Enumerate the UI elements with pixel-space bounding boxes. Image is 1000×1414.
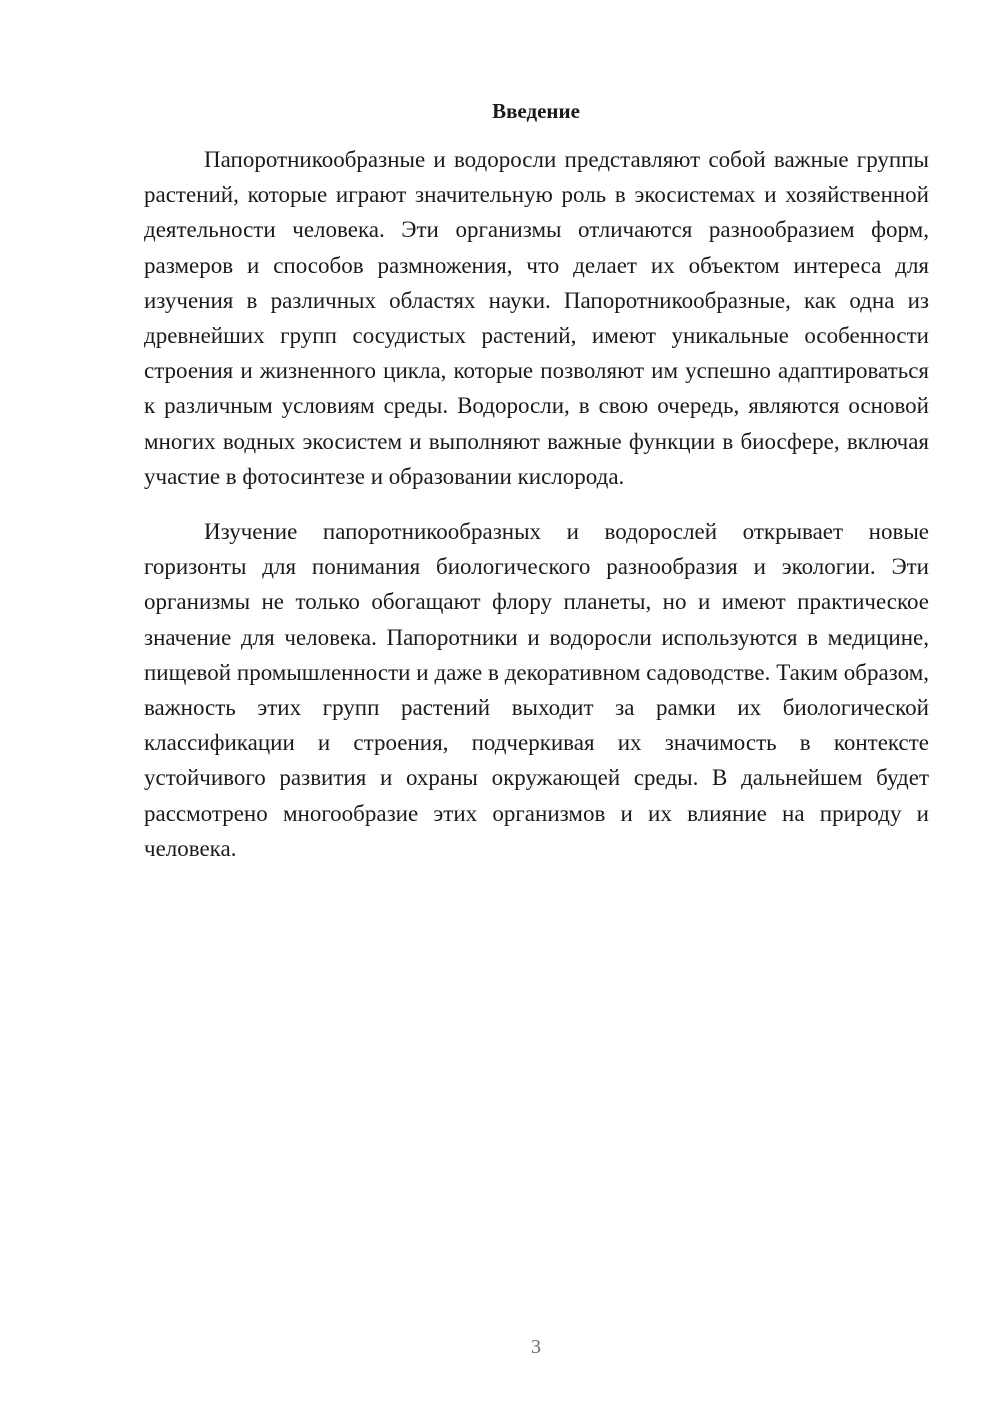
document-body [144,142,929,866]
page-number: 3 [531,1336,541,1358]
paragraph-1: Папоротникообразные и водоросли представляют собой важные группы растений, которые играют значительную роль в экосистемах и хозяйственной деятельности человека. Эти организмы отличаются разнообразием форм, размеров и способов размножения, что делает их объектом интереса для изучения в различных областях науки. Папоротникообразные, как одна из древнейших групп сосудистых растений, имеют уникальные особенности строения и жизненного цикла, которые позволяют им успешно адаптироваться к различным условиям среды. Водоросли, в свою очередь, являются основой многих водных экосистем и выполняют важные функции в биосфере, включая участие в фотосинтезе и образовании кислорода. [144,147,929,489]
paragraph-2: Изучение папоротникообразных и водорослей открывает новые горизонты для понимания биологического разнообразия и экологии. Эти организмы не только обогащают флору планеты, но и имеют практическое значение для человека. Папоротники и водоросли используются в медицине, пищевой промышленности и даже в декоративном садоводстве. Таким образом, важность этих групп растений выходит за рамки их биологической классификации и строения, подчеркивая их значимость в контексте устойчивого развития и охраны окружающей среды. В дальнейшем будет рассмотрено многообразие этих организмов и их влияние на природу и человека. [144,519,929,861]
section-heading: Введение [492,99,580,123]
